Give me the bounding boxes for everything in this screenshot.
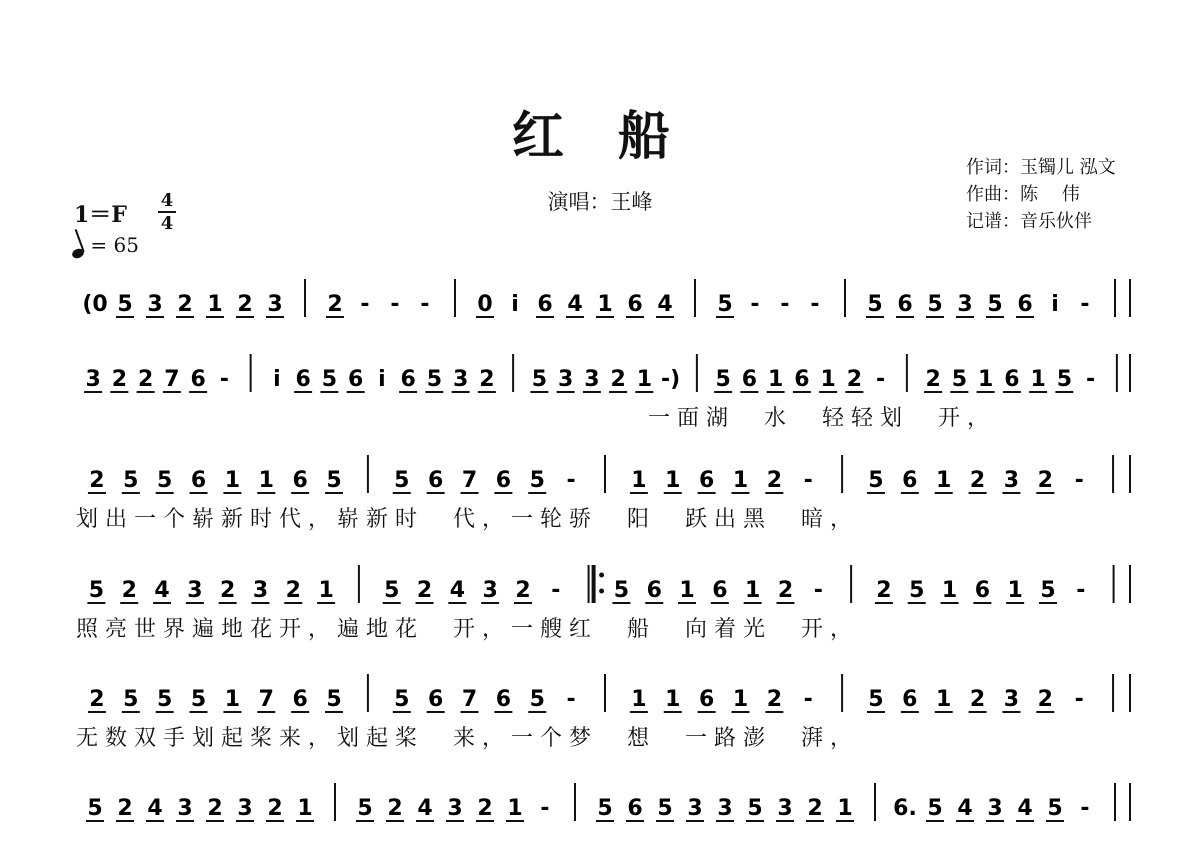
jianpu-note: 5 xyxy=(384,578,400,603)
jianpu-note: 6 xyxy=(902,468,918,493)
jianpu-note: 5 xyxy=(426,367,443,392)
repeat-dot xyxy=(599,589,604,594)
jianpu-note: 6 xyxy=(400,367,416,392)
jianpu-note: - xyxy=(1074,468,1084,493)
jianpu-note: 5 xyxy=(717,292,733,317)
jianpu-note: 6 xyxy=(190,367,206,392)
lyric-line: 照亮世界遍地花开，遍地花 开，一艘红 船 向着光 开， xyxy=(76,617,860,642)
jianpu-note: 5 xyxy=(87,796,103,821)
jianpu-note: 6 xyxy=(712,578,728,603)
jianpu-note: 2 xyxy=(416,578,433,603)
jianpu-note: 6 xyxy=(347,367,364,392)
jianpu-note: 5 xyxy=(657,796,673,821)
transcriber-credit: 记谱：音乐伙伴 xyxy=(966,211,1092,232)
jianpu-note: - xyxy=(360,292,370,317)
jianpu-note: 1 xyxy=(936,468,952,493)
jianpu-note: 6 xyxy=(295,367,311,392)
jianpu-note: 1 xyxy=(597,292,613,317)
jianpu-note: 5 xyxy=(951,367,968,392)
jianpu-note: 1 xyxy=(732,687,749,712)
tempo-value: = 65 xyxy=(90,233,139,257)
key-signature: 1＝F xyxy=(74,202,127,228)
jianpu-note: - xyxy=(1086,367,1096,392)
jianpu-note: 5 xyxy=(190,687,207,712)
jianpu-note: 3 xyxy=(252,578,269,603)
jianpu-note: 1 xyxy=(1007,578,1023,603)
jianpu-note: - xyxy=(219,367,229,392)
jianpu-note: 4 xyxy=(957,796,973,821)
jianpu-note: - xyxy=(750,292,760,317)
jianpu-note: -) xyxy=(661,367,681,392)
jianpu-note: - xyxy=(810,292,820,317)
jianpu-note: 5 xyxy=(747,796,763,821)
jianpu-note: 5 xyxy=(909,578,925,603)
jianpu-note: 6 xyxy=(627,796,643,821)
jianpu-note: 5 xyxy=(394,468,410,493)
jianpu-note: 6 xyxy=(1017,292,1033,317)
jianpu-note: 3 xyxy=(177,796,193,821)
jianpu-note: 2 xyxy=(479,367,495,392)
jianpu-note: 3 xyxy=(584,367,600,392)
jianpu-note: 2 xyxy=(220,578,236,603)
jianpu-note: (0 xyxy=(82,292,108,317)
jianpu-note: 3 xyxy=(452,367,469,392)
jianpu-note: - xyxy=(540,796,550,821)
jianpu-note: 2 xyxy=(807,796,823,821)
jianpu-note: 1 xyxy=(636,367,653,392)
jianpu-note: 1 xyxy=(1030,367,1046,392)
jianpu-note: 4 xyxy=(1017,796,1033,821)
jianpu-note: 3 xyxy=(777,796,793,821)
jianpu-note: 1 xyxy=(207,292,223,317)
jianpu-note: 6 xyxy=(292,687,308,712)
jianpu-note: 1 xyxy=(732,468,749,493)
jianpu-note: i xyxy=(273,367,281,392)
jianpu-note: - xyxy=(876,367,886,392)
jianpu-note: 7 xyxy=(258,687,274,712)
jianpu-note: - xyxy=(420,292,430,317)
jianpu-note: 2 xyxy=(766,687,783,712)
jianpu-note: 4 xyxy=(417,796,433,821)
jianpu-note: 6 xyxy=(627,292,643,317)
jianpu-note: 2 xyxy=(89,687,105,712)
jianpu-note: 2 xyxy=(477,796,493,821)
jianpu-note: 3 xyxy=(147,292,163,317)
jianpu-note: 3 xyxy=(957,292,973,317)
jianpu-note: 6 xyxy=(537,292,553,317)
jianpu-note: 6 xyxy=(974,578,990,603)
jianpu-note: 2 xyxy=(117,796,133,821)
repeat-dot xyxy=(599,573,604,578)
jianpu-note: 2 xyxy=(267,796,283,821)
jianpu-note: 2 xyxy=(969,687,986,712)
jianpu-note: 1 xyxy=(507,796,523,821)
jianpu-note: 6 xyxy=(897,292,913,317)
jianpu-note: - xyxy=(1076,578,1086,603)
jianpu-note: 1 xyxy=(820,367,836,392)
jianpu-note: 3 xyxy=(1003,468,1020,493)
jianpu-note: 4 xyxy=(657,292,673,317)
jianpu-note: i xyxy=(511,292,519,317)
jianpu-note: 3 xyxy=(447,796,463,821)
jianpu-note: 7 xyxy=(461,468,478,493)
jianpu-note: 3 xyxy=(687,796,703,821)
jianpu-note: 1 xyxy=(258,468,274,493)
jianpu-note: 1 xyxy=(631,687,647,712)
jianpu-note: 5 xyxy=(987,292,1003,317)
jianpu-note: 1 xyxy=(297,796,313,821)
jianpu-note: - xyxy=(1080,796,1090,821)
jianpu-note: 6 xyxy=(190,468,207,493)
jianpu-note: 5 xyxy=(157,687,173,712)
jianpu-note: 2 xyxy=(137,367,154,392)
jianpu-note: 5 xyxy=(1047,796,1063,821)
jianpu-note: - xyxy=(1074,687,1084,712)
jianpu-note: 5 xyxy=(117,292,133,317)
jianpu-note: - xyxy=(1080,292,1090,317)
jianpu-note: 1 xyxy=(837,796,853,821)
jianpu-note: 1 xyxy=(745,578,761,603)
jianpu-note: 5 xyxy=(715,367,731,392)
jianpu-note: 6 xyxy=(741,367,758,392)
jianpu-note: 5 xyxy=(597,796,613,821)
jianpu-note: 2 xyxy=(846,367,863,392)
jianpu-note: 1 xyxy=(767,367,784,392)
jianpu-note: 6 xyxy=(902,687,918,712)
time-signature-bottom: 4 xyxy=(160,213,174,234)
jianpu-note: 5 xyxy=(326,687,342,712)
jianpu-note: 6 xyxy=(495,468,512,493)
jianpu-note: 2 xyxy=(1037,687,1053,712)
jianpu-note: 6 xyxy=(698,687,715,712)
lyric-line: 无数双手划起桨来，划起桨 来，一个梦 想 一路澎 湃， xyxy=(76,726,860,751)
jianpu-note: 5 xyxy=(868,468,884,493)
jianpu-note: - xyxy=(803,687,813,712)
jianpu-note: 1 xyxy=(941,578,958,603)
jianpu-note: 3 xyxy=(987,796,1003,821)
jianpu-note: 2 xyxy=(177,292,193,317)
jianpu-note: 3 xyxy=(187,578,203,603)
jianpu-note: 2 xyxy=(111,367,128,392)
jianpu-note: 2 xyxy=(327,292,343,317)
jianpu-note: 4 xyxy=(147,796,163,821)
jianpu-note: 6 xyxy=(292,468,308,493)
jianpu-note: - xyxy=(803,468,813,493)
jianpu-note: 7 xyxy=(164,367,180,392)
jianpu-note: 1 xyxy=(631,468,647,493)
jianpu-note: 5 xyxy=(88,578,105,603)
jianpu-note: 3 xyxy=(482,578,498,603)
jianpu-note: 5 xyxy=(123,468,139,493)
jianpu-note: 5 xyxy=(529,687,545,712)
jianpu-note: 2 xyxy=(969,468,986,493)
composer-credit: 作曲：陈 伟 xyxy=(966,184,1080,205)
jianpu-note: 6 xyxy=(646,578,662,603)
jianpu-note: 1 xyxy=(977,367,994,392)
jianpu-note: 2 xyxy=(237,292,253,317)
jianpu-note: 5 xyxy=(326,468,342,493)
jianpu-note: 6 xyxy=(427,687,444,712)
jianpu-note: 5 xyxy=(927,292,943,317)
jianpu-note: 3 xyxy=(85,367,101,392)
singer-label: 演唱：王峰 xyxy=(547,190,653,214)
jianpu-note: 2 xyxy=(89,468,105,493)
jianpu-note: 6 xyxy=(495,687,512,712)
jianpu-note: 5 xyxy=(531,367,548,392)
jianpu-note: 5 xyxy=(157,468,173,493)
jianpu-note: 5 xyxy=(321,367,338,392)
jianpu-note: 1 xyxy=(936,687,952,712)
jianpu-note: 2 xyxy=(1037,468,1053,493)
jianpu-note: 5 xyxy=(927,796,943,821)
jianpu-note: - xyxy=(813,578,823,603)
jianpu-note: 1 xyxy=(665,468,681,493)
jianpu-note: 4 xyxy=(567,292,583,317)
jianpu-note: 2 xyxy=(285,578,301,603)
jianpu-note: 1 xyxy=(224,468,241,493)
jianpu-note: i xyxy=(378,367,386,392)
jianpu-note: - xyxy=(566,687,576,712)
jianpu-note: 4 xyxy=(449,578,465,603)
jianpu-note: 3 xyxy=(267,292,283,317)
jianpu-note: 5 xyxy=(1040,578,1056,603)
jianpu-note: 6. xyxy=(893,796,917,821)
lyric-line: 划出一个崭新时代，崭新时 代，一轮骄 阳 跃出黑 暗， xyxy=(76,507,860,532)
jianpu-note: - xyxy=(566,468,576,493)
jianpu-note: 1 xyxy=(679,578,695,603)
jianpu-note: - xyxy=(390,292,400,317)
jianpu-note: 1 xyxy=(665,687,681,712)
jianpu-note: 3 xyxy=(237,796,253,821)
jianpu-note: 0 xyxy=(477,292,493,317)
jianpu-note: 5 xyxy=(357,796,373,821)
jianpu-note: 6 xyxy=(794,367,810,392)
jianpu-note: 2 xyxy=(766,468,783,493)
jianpu-note: 5 xyxy=(613,578,630,603)
jianpu-note: 2 xyxy=(925,367,941,392)
lyric-line: 一面湖 水 轻轻划 开， xyxy=(648,406,997,431)
jianpu-note: 2 xyxy=(876,578,892,603)
jianpu-note: 2 xyxy=(610,367,626,392)
jianpu-note: 1 xyxy=(318,578,334,603)
jianpu-note: - xyxy=(780,292,790,317)
jianpu-note: 6 xyxy=(698,468,715,493)
song-title: 红 船 xyxy=(511,106,689,167)
jianpu-note: 5 xyxy=(529,468,545,493)
jianpu-note: i xyxy=(1051,292,1059,317)
jianpu-note: 6 xyxy=(427,468,444,493)
lyricist-credit: 作词：玉镯儿 泓文 xyxy=(966,157,1116,178)
jianpu-note: 6 xyxy=(1004,367,1020,392)
jianpu-note: 5 xyxy=(867,292,883,317)
jianpu-note: 4 xyxy=(154,578,170,603)
jianpu-note: 2 xyxy=(777,578,794,603)
jianpu-note: 5 xyxy=(868,687,884,712)
jianpu-note: - xyxy=(551,578,561,603)
jianpu-note: 5 xyxy=(123,687,139,712)
jianpu-note: 5 xyxy=(1056,367,1073,392)
time-signature-top: 4 xyxy=(160,190,174,211)
jianpu-note: 5 xyxy=(394,687,410,712)
jianpu-note: 3 xyxy=(717,796,733,821)
jianpu-note: 3 xyxy=(1003,687,1020,712)
jianpu-note: 1 xyxy=(224,687,241,712)
jianpu-note: 7 xyxy=(461,687,478,712)
jianpu-note: 2 xyxy=(207,796,223,821)
jianpu-note: 2 xyxy=(387,796,403,821)
jianpu-note: 3 xyxy=(557,367,574,392)
jianpu-note: 2 xyxy=(121,578,137,603)
jianpu-note: 2 xyxy=(515,578,531,603)
